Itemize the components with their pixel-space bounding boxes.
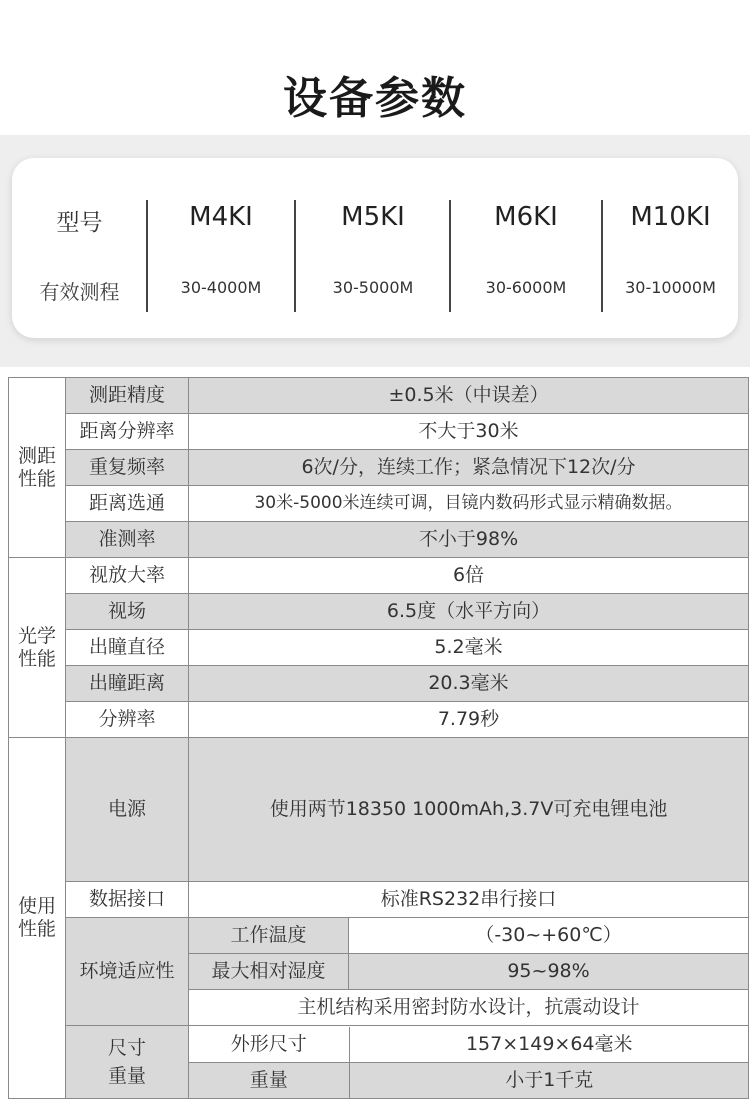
- spec-label: 电源: [66, 738, 189, 882]
- table-row: [9, 414, 749, 450]
- models-card: [12, 158, 738, 338]
- spec-label: 环境适应性: [66, 918, 189, 1026]
- page-title: 设备参数: [283, 73, 467, 124]
- model-range: 30-5000M: [332, 278, 414, 297]
- spec-label: 视放大率: [66, 558, 189, 594]
- model-name: M10KI: [630, 202, 711, 232]
- spec-table: [8, 377, 749, 1099]
- category-ranging: [9, 378, 66, 558]
- spec-value: 6倍: [189, 558, 749, 594]
- table-row: [9, 630, 749, 666]
- model-column-m4ki: [148, 158, 294, 338]
- model-column-m6ki: [451, 158, 601, 338]
- spec-value: 6次/分，连续工作；紧急情况下12次/分: [189, 450, 749, 486]
- spec-label: 重复频率: [66, 450, 189, 486]
- category-label: 使用 性能: [17, 895, 56, 940]
- spec-value: 使用两节18350 1000mAh,3.7V可充电锂电池: [189, 738, 749, 882]
- spec-value: 157×149×64毫米: [349, 1027, 749, 1063]
- spec-label: 视场: [66, 594, 189, 630]
- table-row: [9, 738, 749, 882]
- size-weight-cell: [189, 1026, 749, 1099]
- spec-label: 距离选通: [66, 486, 189, 522]
- model-name: M6KI: [494, 202, 558, 232]
- spec-label: 出瞳距离: [66, 666, 189, 702]
- spec-sublabel: 工作温度: [189, 918, 349, 954]
- model-column-m5ki: [296, 158, 450, 338]
- spec-value: 95~98%: [349, 954, 749, 990]
- spec-value: ±0.5米（中误差）: [189, 378, 749, 414]
- spec-value: 20.3毫米: [189, 666, 749, 702]
- category-usage: [9, 738, 66, 1099]
- spec-value: 7.79秒: [189, 702, 749, 738]
- model-range: 30-6000M: [485, 278, 567, 297]
- model-range: 30-4000M: [180, 278, 262, 297]
- spec-label: 测距精度: [66, 378, 189, 414]
- spec-label: 分辨率: [66, 702, 189, 738]
- spec-value: 30米-5000米连续可调，目镜内数码形式显示精确数据。: [189, 486, 749, 522]
- table-row: [9, 558, 749, 594]
- table-row: [9, 1026, 749, 1099]
- category-label: 测距 性能: [17, 444, 56, 490]
- table-row: [9, 594, 749, 630]
- spec-sublabel: 最大相对湿度: [189, 954, 349, 990]
- spec-label: 数据接口: [66, 882, 189, 918]
- model-range: 30-10000M: [625, 278, 716, 297]
- table-row: [9, 450, 749, 486]
- spec-value: 6.5度（水平方向）: [189, 594, 749, 630]
- spec-label: [66, 1026, 189, 1099]
- model-name: M5KI: [341, 202, 405, 232]
- spec-value: 标准RS232串行接口: [189, 882, 749, 918]
- table-row: [9, 666, 749, 702]
- spec-sublabel: 外形尺寸: [189, 1027, 349, 1063]
- spec-label: 出瞳直径: [66, 630, 189, 666]
- spec-label: 准测率: [66, 522, 189, 558]
- table-row: [9, 522, 749, 558]
- spec-value: 5.2毫米: [189, 630, 749, 666]
- table-row: [9, 378, 749, 414]
- size-weight-label: 尺寸 重量: [107, 1036, 146, 1087]
- spec-value: 不大于30米: [189, 414, 749, 450]
- spec-value: 不小于98%: [189, 522, 749, 558]
- spec-value: 主机结构采用密封防水设计，抗震动设计: [189, 990, 749, 1026]
- model-name: M4KI: [189, 202, 253, 232]
- spec-value: 小于1千克: [349, 1063, 749, 1098]
- table-row: [9, 918, 749, 954]
- model-column-m10ki: [603, 158, 738, 338]
- category-label: 光学 性能: [17, 624, 56, 670]
- category-optical: [9, 558, 66, 738]
- table-row: [9, 702, 749, 738]
- spec-sublabel: 重量: [189, 1063, 349, 1098]
- spec-label: 距离分辨率: [66, 414, 189, 450]
- table-row: [9, 486, 749, 522]
- spec-value: （-30~+60℃）: [349, 918, 749, 954]
- table-row: [9, 882, 749, 918]
- range-label: 有效测程: [39, 280, 120, 304]
- model-label: 型号: [56, 210, 103, 236]
- models-label-column: [12, 158, 147, 338]
